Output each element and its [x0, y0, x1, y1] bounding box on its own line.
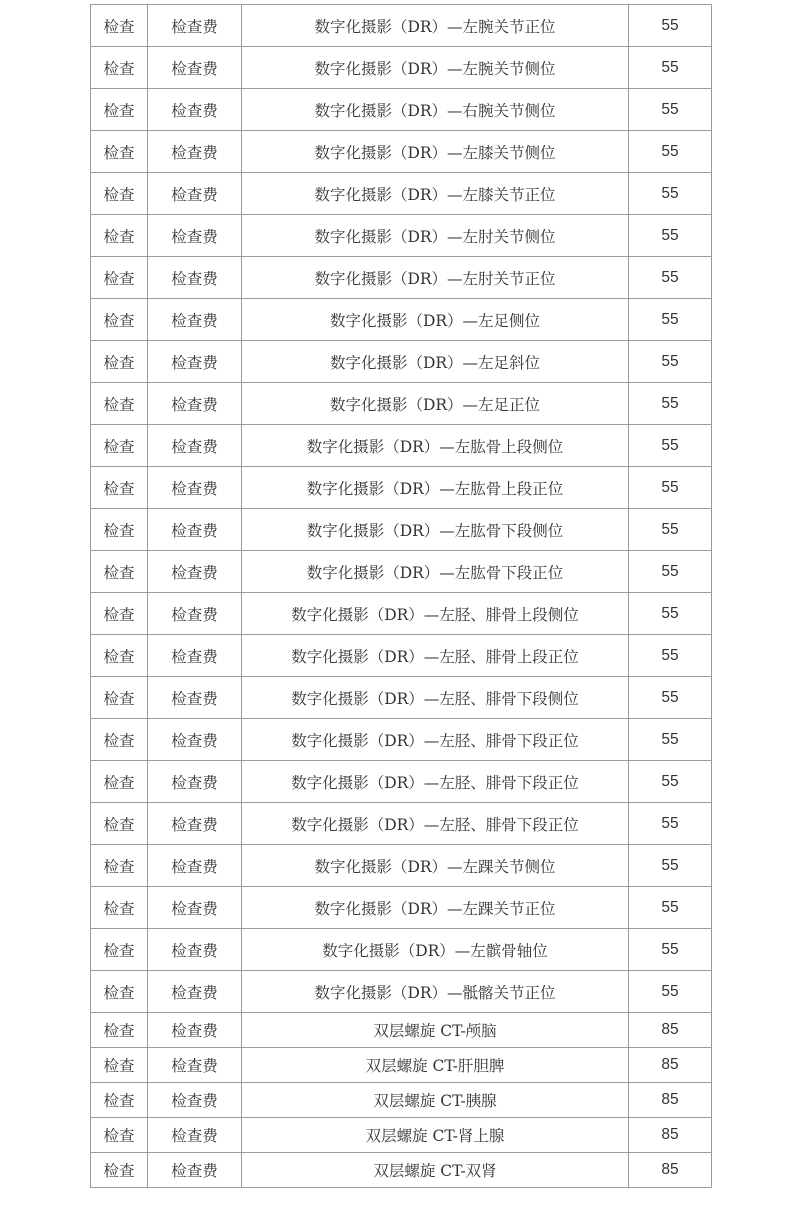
table-row	[91, 425, 712, 467]
price-cell: 85	[629, 1153, 712, 1188]
table-row	[91, 551, 712, 593]
fee-type-cell: 检查费	[148, 971, 242, 1013]
table-row	[91, 1153, 712, 1188]
price-cell: 85	[629, 1048, 712, 1083]
price-cell: 55	[629, 257, 712, 299]
fee-type-cell: 检查费	[148, 803, 242, 845]
table-row	[91, 215, 712, 257]
category-cell: 检查	[91, 1153, 148, 1188]
category-cell: 检查	[91, 845, 148, 887]
price-cell: 85	[629, 1083, 712, 1118]
item-name-cell: 双层螺旋 CT-胰腺	[242, 1083, 629, 1118]
item-name-cell: 双层螺旋 CT-肝胆脾	[242, 1048, 629, 1083]
table-row	[91, 467, 712, 509]
category-cell: 检查	[91, 803, 148, 845]
table-row	[91, 719, 712, 761]
table-row	[91, 173, 712, 215]
category-cell: 检查	[91, 1048, 148, 1083]
category-cell: 检查	[91, 677, 148, 719]
table-row	[91, 383, 712, 425]
fee-table-body	[91, 5, 712, 1188]
fee-type-cell: 检查费	[148, 1153, 242, 1188]
item-name-cell: 双层螺旋 CT-肾上腺	[242, 1118, 629, 1153]
item-name-cell: 数字化摄影（DR）—骶髂关节正位	[242, 971, 629, 1013]
item-name-cell: 数字化摄影（DR）—左膝关节正位	[242, 173, 629, 215]
fee-type-cell: 检查费	[148, 761, 242, 803]
item-name-cell: 数字化摄影（DR）—左胫、腓骨下段正位	[242, 803, 629, 845]
category-cell: 检查	[91, 1118, 148, 1153]
price-cell: 85	[629, 1118, 712, 1153]
category-cell: 检查	[91, 887, 148, 929]
item-name-cell: 数字化摄影（DR）—左胫、腓骨下段正位	[242, 719, 629, 761]
table-row	[91, 803, 712, 845]
price-cell: 55	[629, 677, 712, 719]
price-cell: 55	[629, 89, 712, 131]
category-cell: 检查	[91, 383, 148, 425]
price-cell: 55	[629, 341, 712, 383]
item-name-cell: 数字化摄影（DR）—左足侧位	[242, 299, 629, 341]
price-cell: 55	[629, 299, 712, 341]
price-cell: 55	[629, 425, 712, 467]
table-row	[91, 47, 712, 89]
table-row	[91, 1083, 712, 1118]
fee-type-cell: 检查费	[148, 887, 242, 929]
table-row	[91, 635, 712, 677]
price-cell: 55	[629, 215, 712, 257]
price-cell: 55	[629, 467, 712, 509]
item-name-cell: 数字化摄影（DR）—左肱骨上段侧位	[242, 425, 629, 467]
fee-type-cell: 检查费	[148, 551, 242, 593]
fee-type-cell: 检查费	[148, 719, 242, 761]
price-cell: 55	[629, 845, 712, 887]
price-cell: 55	[629, 929, 712, 971]
table-row	[91, 131, 712, 173]
item-name-cell: 数字化摄影（DR）—左胫、腓骨上段侧位	[242, 593, 629, 635]
fee-type-cell: 检查费	[148, 845, 242, 887]
item-name-cell: 数字化摄影（DR）—左踝关节侧位	[242, 845, 629, 887]
item-name-cell: 双层螺旋 CT-颅脑	[242, 1013, 629, 1048]
category-cell: 检查	[91, 299, 148, 341]
item-name-cell: 数字化摄影（DR）—左胫、腓骨上段正位	[242, 635, 629, 677]
item-name-cell: 数字化摄影（DR）—左踝关节正位	[242, 887, 629, 929]
price-cell: 55	[629, 887, 712, 929]
table-row	[91, 1013, 712, 1048]
category-cell: 检查	[91, 761, 148, 803]
category-cell: 检查	[91, 215, 148, 257]
price-cell: 55	[629, 551, 712, 593]
item-name-cell: 数字化摄影（DR）—左肘关节正位	[242, 257, 629, 299]
table-row	[91, 299, 712, 341]
table-row	[91, 677, 712, 719]
category-cell: 检查	[91, 509, 148, 551]
category-cell: 检查	[91, 425, 148, 467]
category-cell: 检查	[91, 719, 148, 761]
table-row	[91, 845, 712, 887]
fee-table	[90, 4, 712, 1188]
table-row	[91, 341, 712, 383]
price-cell: 55	[629, 5, 712, 47]
category-cell: 检查	[91, 131, 148, 173]
category-cell: 检查	[91, 173, 148, 215]
fee-type-cell: 检查费	[148, 341, 242, 383]
fee-type-cell: 检查费	[148, 383, 242, 425]
table-row	[91, 1048, 712, 1083]
price-cell: 55	[629, 173, 712, 215]
table-row	[91, 593, 712, 635]
table-row	[91, 887, 712, 929]
fee-type-cell: 检查费	[148, 1118, 242, 1153]
item-name-cell: 数字化摄影（DR）—左髌骨轴位	[242, 929, 629, 971]
category-cell: 检查	[91, 635, 148, 677]
fee-type-cell: 检查费	[148, 173, 242, 215]
category-cell: 检查	[91, 1083, 148, 1118]
table-row	[91, 929, 712, 971]
category-cell: 检查	[91, 593, 148, 635]
price-cell: 55	[629, 47, 712, 89]
item-name-cell: 数字化摄影（DR）—左膝关节侧位	[242, 131, 629, 173]
item-name-cell: 数字化摄影（DR）—左腕关节侧位	[242, 47, 629, 89]
item-name-cell: 双层螺旋 CT-双肾	[242, 1153, 629, 1188]
fee-type-cell: 检查费	[148, 425, 242, 467]
fee-type-cell: 检查费	[148, 1013, 242, 1048]
fee-type-cell: 检查费	[148, 509, 242, 551]
fee-type-cell: 检查费	[148, 89, 242, 131]
item-name-cell: 数字化摄影（DR）—左腕关节正位	[242, 5, 629, 47]
item-name-cell: 数字化摄影（DR）—左肱骨下段正位	[242, 551, 629, 593]
category-cell: 检查	[91, 5, 148, 47]
category-cell: 检查	[91, 89, 148, 131]
table-row	[91, 257, 712, 299]
fee-type-cell: 检查费	[148, 635, 242, 677]
table-row	[91, 761, 712, 803]
table-row	[91, 1118, 712, 1153]
item-name-cell: 数字化摄影（DR）—左足正位	[242, 383, 629, 425]
item-name-cell: 数字化摄影（DR）—左肱骨上段正位	[242, 467, 629, 509]
category-cell: 检查	[91, 47, 148, 89]
category-cell: 检查	[91, 1013, 148, 1048]
price-cell: 55	[629, 761, 712, 803]
price-cell: 55	[629, 803, 712, 845]
table-row	[91, 5, 712, 47]
category-cell: 检查	[91, 929, 148, 971]
fee-type-cell: 检查费	[148, 5, 242, 47]
item-name-cell: 数字化摄影（DR）—右腕关节侧位	[242, 89, 629, 131]
fee-type-cell: 检查费	[148, 47, 242, 89]
table-row	[91, 971, 712, 1013]
fee-type-cell: 检查费	[148, 467, 242, 509]
table-row	[91, 89, 712, 131]
price-cell: 55	[629, 971, 712, 1013]
price-cell: 55	[629, 131, 712, 173]
category-cell: 检查	[91, 257, 148, 299]
category-cell: 检查	[91, 551, 148, 593]
price-cell: 55	[629, 509, 712, 551]
item-name-cell: 数字化摄影（DR）—左胫、腓骨下段侧位	[242, 677, 629, 719]
price-cell: 55	[629, 635, 712, 677]
table-row	[91, 509, 712, 551]
category-cell: 检查	[91, 341, 148, 383]
category-cell: 检查	[91, 971, 148, 1013]
fee-type-cell: 检查费	[148, 677, 242, 719]
category-cell: 检查	[91, 467, 148, 509]
price-cell: 55	[629, 719, 712, 761]
item-name-cell: 数字化摄影（DR）—左胫、腓骨下段正位	[242, 761, 629, 803]
fee-type-cell: 检查费	[148, 299, 242, 341]
price-cell: 55	[629, 383, 712, 425]
price-cell: 85	[629, 1013, 712, 1048]
fee-type-cell: 检查费	[148, 929, 242, 971]
fee-type-cell: 检查费	[148, 215, 242, 257]
item-name-cell: 数字化摄影（DR）—左肘关节侧位	[242, 215, 629, 257]
fee-type-cell: 检查费	[148, 257, 242, 299]
fee-type-cell: 检查费	[148, 131, 242, 173]
item-name-cell: 数字化摄影（DR）—左肱骨下段侧位	[242, 509, 629, 551]
price-cell: 55	[629, 593, 712, 635]
item-name-cell: 数字化摄影（DR）—左足斜位	[242, 341, 629, 383]
fee-type-cell: 检查费	[148, 593, 242, 635]
fee-type-cell: 检查费	[148, 1048, 242, 1083]
fee-type-cell: 检查费	[148, 1083, 242, 1118]
